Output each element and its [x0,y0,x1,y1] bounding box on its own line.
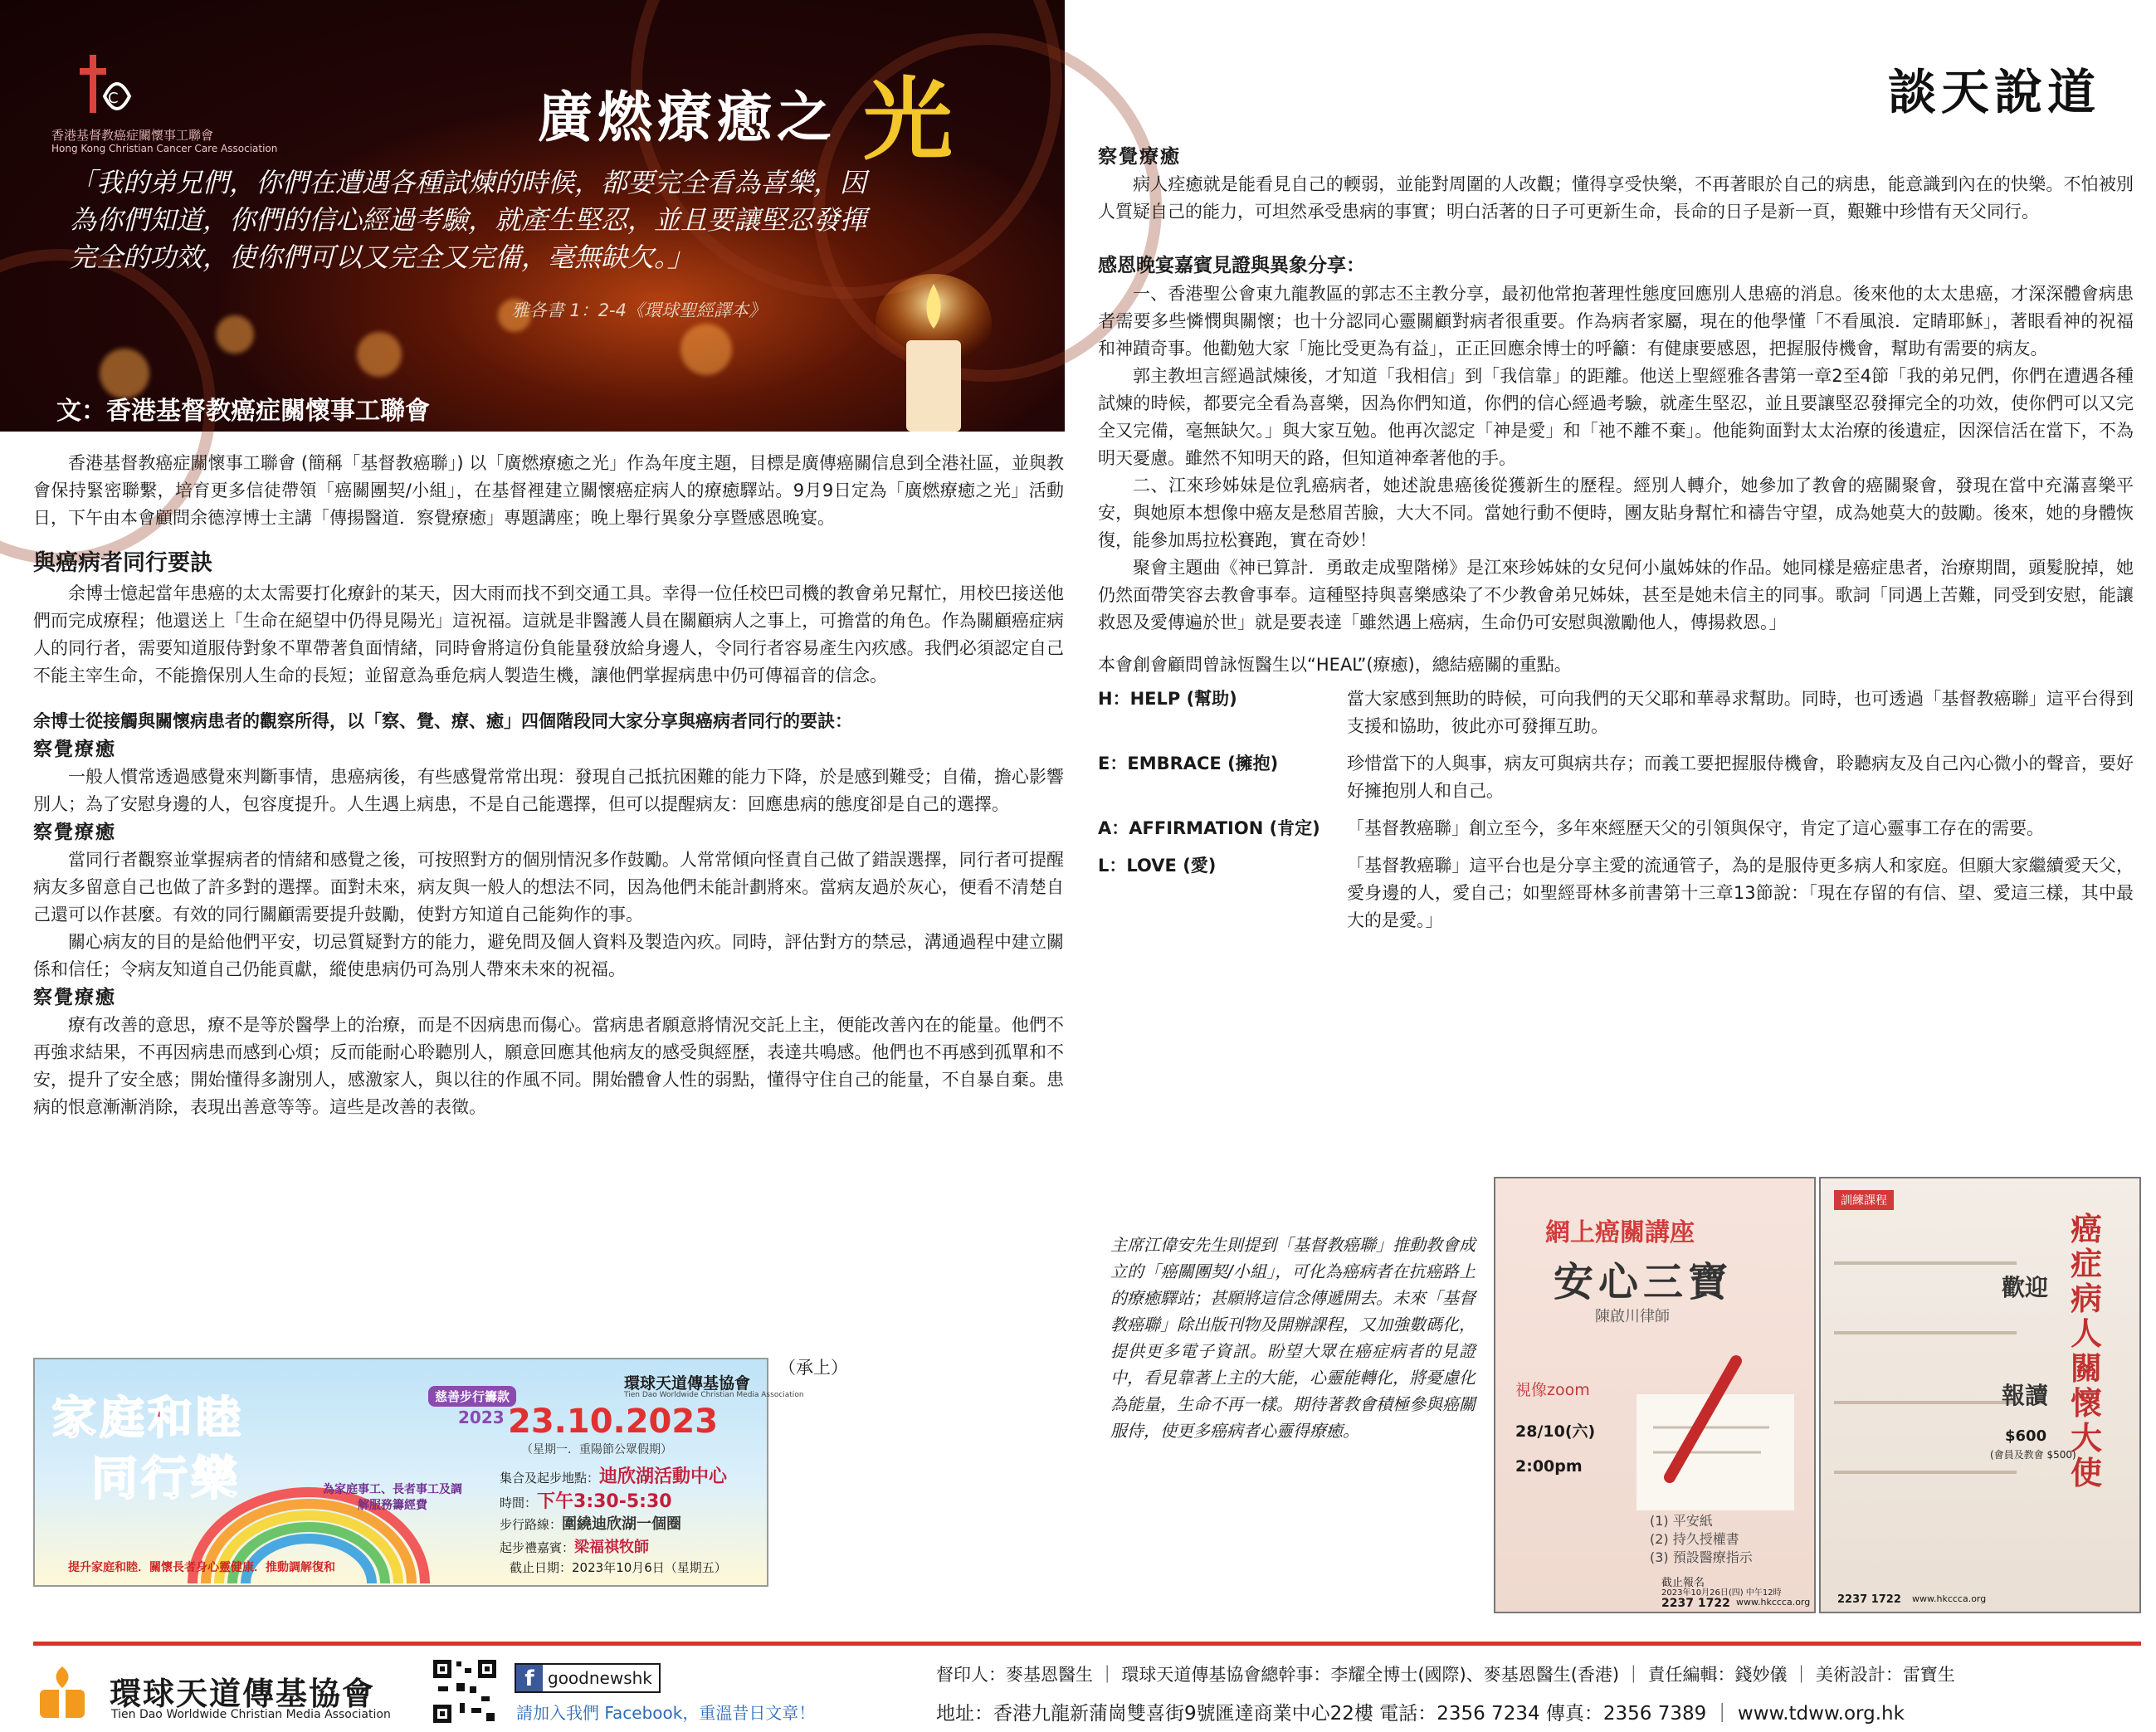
paragraph: 關心病友的目的是給他們平安，切忌質疑對方的能力，避免問及個人資料及製造內疚。同時，評估對方的禁忌，溝通過程中建立關係和信任；令病友知道自己仍能貢獻，縱使患病仍可為別人帶來未來的祝福。 [33,932,1064,979]
poster-title-char: 使 [2070,1455,2102,1491]
bokeh-light [357,332,402,377]
heal-key: H：HELP (幫助) [1098,689,1237,709]
subheading: 察覺療癒 [33,987,116,1008]
continued-note: （承上） [778,1358,848,1378]
intro-paragraph: 香港基督教癌症關懷事工聯會 (簡稱「基督教癌聯」) 以「廣燃療癒之光」作為年度主題，目標是廣傳癌關信息到全港社區，並與教會保持緊密聯繫，培育更多信徒帶領「癌關團契/小組」，在基督裡建立關懷癌症病人的療癒驛站。9月9日定為「廣燃療癒之光」活動日，下午由本會顧問余德淳博士主講「傳揚醫道．察覺療癒」專題講座；晚上舉行異象分享暨感恩晚宴。 [33,453,1064,528]
right-column [1098,143,2134,944]
poster-title-char: 症 [2070,1246,2102,1282]
poster-title-char: 大 [2070,1420,2102,1456]
heal-value: 珍惜當下的人與事，病友可與病共存；而義工要把握服侍機會，聆聽病友及自己內心微小的聲音，要好好擁抱別人和自己。 [1347,754,2134,801]
poster-main-title: 安心三寶 [1554,1259,1734,1305]
subheading: 察覺療癒 [33,739,116,760]
footer-address: 地址：香港九龍新蒲崗雙喜街9號匯達商業中心22樓 電話：2356 7234 傳真：2356 7389 ｜ www.tdww.org.hk [936,1703,1905,1725]
paragraph: 療有改善的意思，療不是等於醫學上的治療，而是不因病患而傷心。當病患者願意將情況交託上主，便能改善內在的能量。他們不再強求結果，不再因病患而感到心煩；反而能耐心聆聽別人，願意回應其他病友的感受與經歷，表達共鳴感。他們也不再感到孤單和不安，提升了安全感；開始懂得多謝別人，感激家人，與以往的作風不同。開始體會人性的弱點，懂得守住自己的能量，不自暴自棄。患病的恨意漸漸消除，表現出善意等等。這些是改善的表徵。 [33,1015,1064,1117]
logo-subtitle-en: Hong Kong Christian Cancer Care Association [51,143,278,154]
heal-intro: 本會創會顧問曾詠恆醫生以“HEAL”(療癒)，總結癌關的重點。 [1098,655,1572,675]
poster-web: www.hkccca.org [1736,1597,1811,1608]
ad-purpose: 為家庭事工、長者事工及調解服務籌經費 [323,1483,462,1512]
facebook-handle: goodnewshk [548,1668,652,1688]
poster-deadline: 截止報名 [1661,1577,1705,1589]
facebook-icon: f [516,1665,543,1691]
poster-signup: 報讀 [2002,1382,2049,1409]
ad-title: 同行樂 [91,1452,241,1506]
poster-title-char: 人 [2070,1315,2102,1352]
poster-time: 2:00pm [1515,1457,1583,1476]
poster-fee-note: (會員及教會 $500) [1990,1449,2076,1461]
byline: 文：香港基督教癌症關懷事工聯會 [56,397,430,426]
column-logo: 談天說道 [1888,64,2101,120]
training-poster [1819,1177,2141,1613]
section-heading: 感恩晚宴嘉賓見證與異象分享： [1098,255,1365,276]
heal-value: 當大家感到無助的時候，可向我們的天父耶和華尋求幫助。同時，也可透過「基督教癌聯」這平台得到支援和協助，彼此亦可發揮互助。 [1347,689,2134,736]
ad-deadline: 截止日期：2023年10月6日（星期五） [510,1560,727,1575]
heal-item [1098,750,2134,805]
poster-item: (1) 平安紙 [1650,1513,1713,1529]
poster-badge: 訓練課程 [1834,1190,1894,1210]
lead-paragraph: 余博士從接觸與關懷病患者的觀察所得，以「察、覺、療、癒」四個階段同大家分享與癌病者同行的要訣： [33,711,852,731]
heal-key: L：LOVE (愛) [1098,856,1217,876]
section-heading: 與癌病者同行要訣 [33,550,212,576]
subheading: 察覺療癒 [1098,146,1181,168]
ad-time-row [500,1487,672,1513]
poster-title-char: 關 [2070,1350,2102,1387]
footer-org-name-en: Tien Dao Worldwide Christian Media Association [111,1708,391,1721]
paragraph: 病人痊癒就是能看見自己的輭弱，並能對周圍的人改觀；懂得享受快樂，不再著眼於自己的病患，能意識到內在的快樂。不怕被別人質疑自己的能力，可坦然承受患病的事實；明白活著的日子可更新生命，長命的日子是新一頁，艱難中珍惜有天父同行。 [1098,174,2134,222]
poster-web: www.hkccca.org [1912,1593,1987,1604]
paragraph: 一般人慣常透過感覺來判斷事情，患癌病後，有些感覺常常出現：發現自己抵抗困難的能力下降，於是感到難受；自備，擔心影響別人；為了安慰身邊的人，包容度提升。人生遇上病患，不是自己能選擇，但可以提醒病友：回應患病的態度卻是自己的選擇。 [33,767,1064,814]
paragraph: 二、江來珍姊妹是位乳癌病者，她述說患癌後從獲新生的歷程。經別人轉介，她參加了教會的癌關聚會，發現在當中充滿喜樂平安，與她原本想像中癌友是愁眉苦臉，大大不同。當她行動不便時，團友貼身幫忙和禱告守望，成為她莫大的鼓勵。後來，她的身體恢復，能參加馬拉松賽跑，實在奇妙！ [1098,476,2134,550]
paragraph: 郭主教坦言經過試煉後，才知道「我相信」到「我信靠」的距離。他送上聖經雅各書第一章2至4節「我的弟兄們，你們在遭遇各種試煉的時候，都要完全看為喜樂，因為你們知道，你們的信心經過考驗，就產生堅忍，並且要讓堅忍發揮完全的功效，使你們可以又完全又完備，毫無缺欠。」與大家互勉。他再次認定「神是愛」和「祂不離不棄」。他能夠面對太太治療的後遺症，因深信活在當下，不為明天憂慮。雖然不知明天的路，但知道神牽著他的手。 [1098,366,2134,468]
pen-writing-icon [1620,1344,1802,1510]
poster-phone: 2237 1722 [1661,1597,1730,1610]
ad-guest-row [500,1535,649,1557]
ad-venue-row [500,1462,727,1488]
scripture-reference: 雅各書 1：2-4《環球聖經譯本》 [511,300,766,320]
ad-guest: 梁福祺牧師 [574,1539,650,1556]
ad-date-note: （星期一．重陽節公眾假期） [521,1443,672,1456]
footer-divider [33,1642,2141,1646]
ad-organizer-en: Tien Dao Worldwide Christian Media Association [624,1391,804,1399]
banner [0,0,1065,432]
poster-welcome: 歡迎 [2002,1274,2049,1301]
poster-speaker: 陳啟川律師 [1595,1308,1670,1325]
ad-time: 下午3:30-5:30 [537,1491,672,1512]
ad-route-row [500,1512,681,1534]
ad-slogan: 提升家庭和睦．關懷長者身心靈健康．推動調解復和 [68,1561,335,1574]
scripture-quote: 「我的弟兄們，你們在遭遇各種試煉的時候，都要完全看為喜樂，因為你們知道，你們的信心經過考驗，就產生堅忍，並且要讓堅忍發揮完全的功效，使你們可以又完全又完備，毫無缺欠。」 [70,167,867,273]
cancer-care-logo-icon [80,55,138,123]
heal-key: E：EMBRACE (擁抱) [1098,754,1279,773]
ad-time-label: 時間： [500,1495,538,1510]
ad-date: 23.10.2023 [508,1403,719,1441]
paragraph: 聚會主題曲《神已算計．勇敢走成聖階梯》是江來珍姊妹的女兒何小嵐姊妹的作品。她同樣是癌症患者，治療期間，頭髮脫掉，她仍然面帶笑容去教會事奉。這種堅持與喜樂感染了不少教會弟兄姊妹，甚至是她未信主的同事。歌詞「同遇上苦難，同受到安慰，能讓救恩及愛傳遍於世」就是要表達「雖然遇上癌病，生命仍可安慰與激勵他人，傳揚救恩。」 [1098,558,2134,632]
ad-guest-label: 起步禮嘉賓： [500,1540,575,1555]
poster-title-char: 癌 [2070,1211,2102,1247]
banner-title: 廣燃療癒之 [538,85,837,149]
photo-caption: 主席江偉安先生則提到「基督教癌聯」推動教會成立的「癌關團契/小組」，可化為癌病者在抗癌路上的療癒驛站；甚願將這信念傳遞開去。未來「基督教癌聯」除出版刊物及開辦課程，又加強數碼化，提供更多電子資訊。盼望大眾在癌症病者的見證中，看見靠著上主的大能，心靈能轉化，將憂慮化為能量，生命不再一樣。期待著教會積極參與癌關服侍，使更多癌病者心靈得療癒。 [1110,1235,1476,1441]
walkathon-advertisement [33,1358,804,1587]
subheading: 察覺療癒 [33,822,116,843]
ad-venue-label: 集合及起步地點： [500,1471,600,1486]
facebook-badge[interactable] [515,1663,661,1693]
ad-route-label: 步行路線： [500,1517,563,1532]
heal-item [1098,815,2134,842]
paragraph: 余博士憶起當年患癌的太太需要打化療針的某天，因大雨而找不到交通工具。幸得一位任校巴司機的教會弟兄幫忙，用校巴接送他們而完成療程；他還送上「生命在絕望中仍得見陽光」這祝福。這就是非醫護人員在關顧病人之事上，可擔當的角色。作為關顧癌症病人的同行者，需要知道服侍對象不單帶著負面情緒，同時會將這份負能量發放給身邊人，令同行者容易產生內疚感。我們必須認定自己不能主宰生命，不能擔保別人生命的長短；並留意為垂危病人製造生機，讓他們掌握病患中仍可傳福音的信念。 [33,583,1064,685]
ad-route: 圍繞迪欣湖一個圈 [562,1515,682,1533]
footer-org-name: 環球天道傳基協會 [110,1676,376,1712]
logo-subtitle: 香港基督教癌症關懷事工聯會 [51,128,214,143]
bokeh-light [680,324,732,375]
qr-code-icon[interactable] [432,1658,498,1725]
heal-value: 「基督教癌聯」這平台也是分享主愛的流通管子，為的是服侍更多病人和家庭。但願大家繼續愛天父，愛身邊的人，愛自己；如聖經哥林多前書第十三章13節說：「現在存留的有信、望、愛這三樣，其中最大的是愛。」 [1347,856,2134,930]
ad-venue: 迪欣湖活動中心 [599,1466,728,1487]
ad-event-label: 慈善步行籌款 [428,1386,516,1407]
poster-deadline-date: 2023年10月26日(四) 中午12時 [1661,1588,1782,1598]
ad-organizer: 環球天道傳基協會 [624,1374,751,1393]
poster-title: 網上癌關講座 [1545,1218,1695,1247]
banner-title-accent: 光 [863,68,954,173]
svg-text:C: C [108,90,119,107]
poster-fee: $600 [2005,1427,2047,1445]
footer-credits: 督印人：麥基恩醫生 ｜ 環球天道傳基協會總幹事：李耀全博士(國際)、麥基恩醫生(香港) ｜ 責任編輯：錢妙儀 ｜ 美術設計：雷寶生 [936,1665,1955,1685]
poster-item: (2) 持久授權書 [1650,1531,1739,1547]
poster-schedule [1834,1228,2017,1593]
ad-title: 家庭和睦 [51,1392,244,1444]
poster-title-char: 懷 [2070,1385,2102,1422]
candle-icon [871,274,996,432]
paragraph: 當同行者觀察並掌握病者的情緒和感覺之後，可按照對方的個別情況多作鼓勵。人常常傾向怪責自己做了錯誤選擇，同行者可提醒病友多留意自己也做了許多對的選擇。面對未來，病友與一般人的想法不同，因為他們未能計劃將來。當病友過於灰心，便看不清楚自己還可以作甚麼。有效的同行關顧需要提升鼓勵，使對方知道自己能夠作的事。 [33,850,1064,925]
poster-title-char: 病 [2070,1281,2102,1317]
tdww-logo-icon [35,1665,90,1720]
paragraph-continued [778,1354,1064,1382]
poster-date: 28/10(六) [1515,1422,1596,1441]
poster-phone: 2237 1722 [1837,1593,1901,1606]
paragraph: 一、香港聖公會東九龍教區的郭志丕主教分享，最初他常抱著理性態度回應別人患癌的消息。後來他的太太患癌，才深深體會病患者需要多些憐憫與關懷；也十分認同心靈關顧對病者很重要。作為病者家屬，現在的他學懂「不看風浪．定睛耶穌」，著眼看神的祝福和神蹟奇事。他勸勉大家「施比受更為有益」，正正回應余博士的呼籲：有健康要感恩，把握服侍機會，幫助有需要的病友。 [1098,284,2134,359]
heal-item [1098,685,2134,740]
poster-mode: 視像zoom [1515,1381,1590,1399]
heal-key: A：AFFIRMATION (肯定) [1098,818,1320,838]
left-column [33,450,1064,1121]
poster-item: (3) 預設醫療指示 [1650,1549,1753,1565]
heal-value: 「基督教癌聯」創立至今，多年來經歷天父的引領與保守，肯定了這心靈事工存在的需要。 [1347,818,2044,838]
bokeh-light [216,315,254,354]
seminar-poster [1494,1177,1816,1613]
facebook-note[interactable]: 請加入我們 Facebook，重溫昔日文章！ [516,1703,816,1723]
ad-year: 2023 [458,1408,505,1427]
heal-item [1098,852,2134,934]
